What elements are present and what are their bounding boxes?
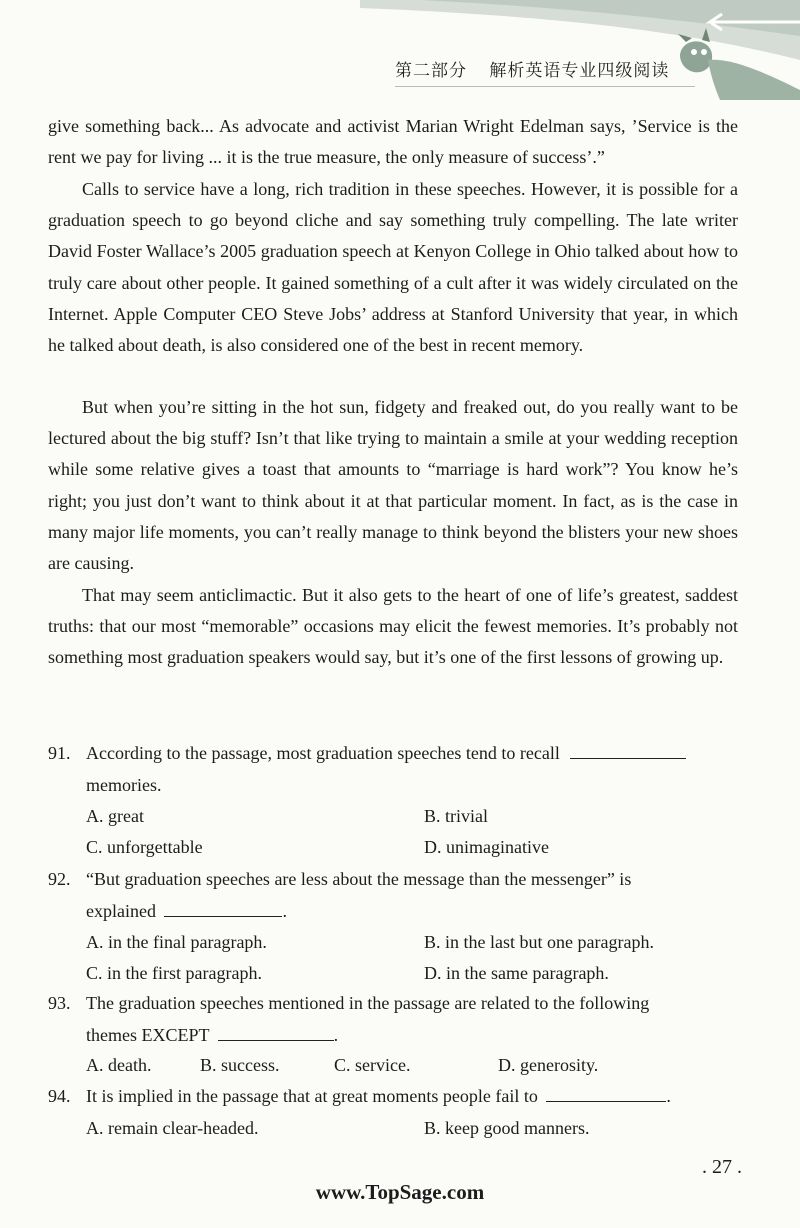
paragraph-1: give something back... As advocate and activist Marian Wright Edelman says, ’Service is the rent we pay for living ... it is the true measure, the only measure of success’.” — [48, 116, 738, 168]
option-b: B. success. — [200, 1055, 280, 1075]
option-c: C. in the first paragraph. — [86, 963, 262, 983]
question-text: According to the passage, most graduation speeches tend to recall — [86, 743, 560, 763]
option-a: A. in the final paragraph. — [86, 932, 267, 952]
option-d: D. in the same paragraph. — [424, 963, 609, 983]
footer-website: www.TopSage.com — [315, 1180, 485, 1204]
paragraph-2: Calls to service have a long, rich tradition in these speeches. However, it is possible for a graduation speech to go beyond cliche and say something truly compelling. The late writer David Foster Wallace’s 2005 graduation speech at Kenyon College in Ohio talked about how to truly care about other people. It gained something of a cult after it was widely circulated on the Internet. Apple Computer CEO Steve Jobs’ address at Stanford University that year, in which he talked about death, is also considered one of the best in recent memory. — [48, 179, 738, 356]
question-text-cont — [86, 896, 287, 927]
question-punct: . — [666, 1086, 671, 1106]
option-c: C. service. — [334, 1055, 411, 1075]
question-91 — [48, 738, 740, 769]
question-92 — [48, 864, 740, 895]
option-a: A. death. — [86, 1055, 152, 1075]
question-text: “But graduation speeches are less about the message than the messenger” is — [86, 869, 632, 889]
header-rule — [395, 86, 695, 87]
question-number: 93. — [48, 993, 71, 1013]
option-d: D. generosity. — [498, 1055, 599, 1075]
header-title: 解析英语专业四级阅读 — [489, 61, 670, 81]
option-a: A. remain clear-headed. — [86, 1118, 259, 1138]
question-number: 91. — [48, 743, 71, 763]
question-text-cont: memories. — [86, 775, 162, 795]
answer-blank — [570, 742, 686, 759]
paragraph-3: But when you’re sitting in the hot sun, fidgety and freaked out, do you really want to be lectured about the big stuff? Isn’t that like trying to maintain a smile at your wedding reception while some relative gives a toast that amounts to “marriage is hard work”? You know he’s right; you just don’t want to think about it at that particular moment. In fact, as is the case in many major life moments, you can’t really manage to think beyond the blisters your new shoes are causing. — [48, 397, 738, 574]
question-number: 94. — [48, 1086, 71, 1106]
question-number: 92. — [48, 869, 71, 889]
answer-blank — [546, 1085, 666, 1102]
answer-blank — [218, 1024, 334, 1041]
question-94 — [48, 1081, 740, 1112]
question-text-part: explained — [86, 901, 156, 921]
header-part: 第二部分 — [395, 61, 467, 81]
running-header — [395, 56, 669, 81]
answer-blank — [164, 900, 282, 917]
question-93 — [48, 988, 740, 1019]
question-text: It is implied in the passage that at great moments people fail to — [86, 1086, 538, 1106]
option-b: B. keep good manners. — [424, 1118, 590, 1138]
option-b: B. in the last but one paragraph. — [424, 932, 654, 952]
page-number: . 27 . — [702, 1156, 742, 1178]
question-text-part: themes EXCEPT — [86, 1025, 210, 1045]
option-a: A. great — [86, 806, 144, 826]
question-punct: . — [282, 901, 287, 921]
option-c: C. unforgettable — [86, 837, 203, 857]
option-b: B. trivial — [424, 806, 488, 826]
question-text: The graduation speeches mentioned in the passage are related to the following — [86, 993, 650, 1013]
header-decoration — [360, 0, 800, 100]
question-text-cont — [86, 1020, 338, 1051]
option-d: D. unimaginative — [424, 837, 549, 857]
paragraph-4: That may seem anticlimactic. But it also gets to the heart of one of life’s greatest, saddest truths: that our most “memorable” occasions may elicit the fewest memories. It’s probably not something most graduation speakers would say, but it’s one of the first lessons of growing up. — [48, 585, 738, 668]
question-punct: . — [333, 1025, 339, 1045]
